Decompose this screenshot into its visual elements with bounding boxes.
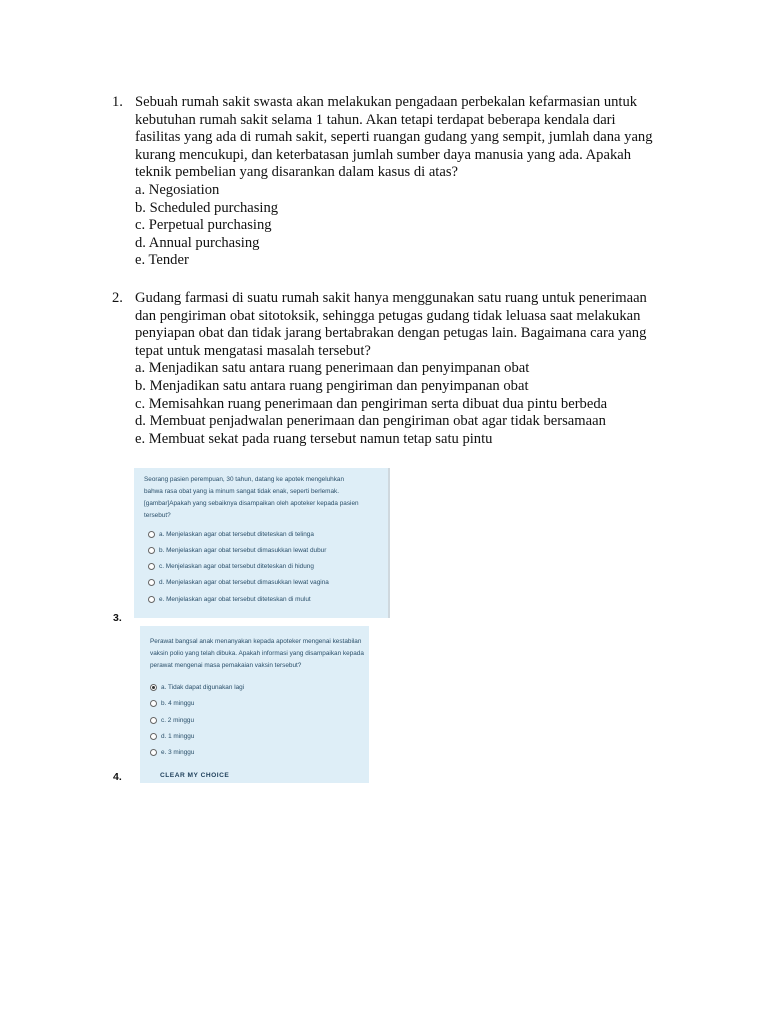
question-4-screenshot — [140, 626, 369, 783]
answer-option[interactable] — [148, 546, 326, 555]
clear-choice-button[interactable]: CLEAR MY CHOICE — [160, 772, 230, 779]
answer-option: d. Membuat penjadwalan penerimaan dan pengiriman obat agar tidak bersamaan — [135, 413, 606, 430]
question-stem-line: kurang mencukupi, dan keterbatasan jumlah sumber daya manusia yang ada. Apakah — [135, 146, 632, 163]
answer-option-label: c. Menjelaskan agar obat tersebut diteteskan di hidung — [159, 563, 314, 570]
radio-button[interactable] — [148, 547, 155, 554]
answer-option-label: e. Menjelaskan agar obat tersebut diteteskan di mulut — [159, 596, 311, 603]
answer-option[interactable] — [150, 683, 244, 692]
question-stem-line: Sebuah rumah sakit swasta akan melakukan pengadaan perbekalan kefarmasian untuk — [135, 94, 638, 110]
question-stem-line: teknik pembelian yang disarankan dalam kasus di atas? — [135, 164, 458, 181]
question-stem — [144, 474, 359, 522]
question-stem-line: Seorang pasien perempuan, 30 tahun, datang ke apotek mengeluhkan — [144, 476, 345, 483]
answer-option: c. Memisahkan ruang penerimaan dan pengiriman serta dibuat dua pintu berbeda — [135, 395, 608, 412]
question-number: 1. — [112, 94, 123, 110]
radio-button-selected[interactable] — [150, 684, 157, 691]
question-number: 3. — [113, 612, 122, 624]
radio-button[interactable] — [150, 733, 157, 740]
radio-button[interactable] — [148, 596, 155, 603]
question-number: 4. — [113, 771, 122, 783]
answer-option[interactable] — [148, 578, 329, 587]
answer-option[interactable] — [150, 699, 194, 708]
answer-option-label: d. 1 minggu — [161, 733, 195, 740]
answer-option[interactable] — [148, 530, 314, 539]
answer-option[interactable] — [150, 716, 194, 725]
answer-option-label: e. 3 minggu — [161, 749, 195, 756]
question-stem-line: Gudang farmasi di suatu rumah sakit hanya menggunakan satu ruang untuk penerimaan — [135, 290, 647, 306]
answer-option: d. Annual purchasing — [135, 234, 260, 251]
answer-option[interactable] — [150, 748, 194, 757]
answer-option-label: d. Menjelaskan agar obat tersebut dimasukkan lewat vagina — [159, 579, 329, 586]
radio-button[interactable] — [148, 563, 155, 570]
answer-option: b. Scheduled purchasing — [135, 199, 279, 216]
answer-option: e. Membuat sekat pada ruang tersebut namun tetap satu pintu — [135, 430, 493, 447]
answer-option: b. Menjadikan satu antara ruang pengiriman dan penyimpanan obat — [135, 377, 529, 394]
question-1 — [112, 94, 692, 270]
question-stem-line: Perawat bangsal anak menanyakan kepada apoteker mengenai kestabilan — [150, 638, 362, 645]
answer-option-label: b. Menjelaskan agar obat tersebut dimasukkan lewat dubur — [159, 547, 327, 554]
question-stem-line: kebutuhan rumah sakit selama 1 tahun. Akan tetapi terdapat beberapa kendala dari — [135, 111, 616, 128]
question-2 — [112, 290, 692, 448]
radio-button[interactable] — [148, 579, 155, 586]
question-stem-line: bahwa rasa obat yang ia minum sangat tidak enak, seperti berlemak. — [144, 488, 340, 495]
radio-button[interactable] — [150, 700, 157, 707]
answer-option: a. Negosiation — [135, 181, 220, 198]
question-stem-line: dan pengiriman obat sitotoksik, sehingga petugas gudang tidak leluasa saat melakukan — [135, 307, 641, 324]
question-stem-line: tersebut? — [144, 512, 171, 519]
answer-option: a. Menjadikan satu antara ruang penerimaan dan penyimpanan obat — [135, 360, 530, 377]
question-stem-line: vaksin polio yang telah dibuka. Apakah informasi yang disampaikan kepada — [150, 650, 364, 657]
radio-button[interactable] — [150, 749, 157, 756]
question-stem-line: [gambar]Apakah yang sebaiknya disampaikan oleh apoteker kepada pasien — [144, 500, 359, 507]
question-stem-line: tepat untuk mengatasi masalah tersebut? — [135, 342, 371, 359]
question-stem-line: perawat mengenai masa pemakaian vaksin tersebut? — [150, 662, 302, 669]
answer-option[interactable] — [148, 562, 314, 571]
question-number: 2. — [112, 290, 123, 306]
answer-option-label: b. 4 minggu — [161, 700, 195, 707]
question-stem — [150, 636, 364, 672]
answer-option-label: a. Menjelaskan agar obat tersebut diteteskan di telinga — [159, 531, 314, 538]
question-3-screenshot — [134, 468, 390, 618]
radio-button[interactable] — [148, 531, 155, 538]
answer-option: c. Perpetual purchasing — [135, 217, 272, 234]
question-stem-line: fasilitas yang ada di rumah sakit, seperti ruangan gudang yang sempit, jumlah dana yang — [135, 129, 653, 146]
answer-option[interactable] — [148, 595, 311, 604]
answer-option-label: c. 2 minggu — [161, 717, 195, 724]
answer-option-label: a. Tidak dapat digunakan lagi — [161, 684, 245, 691]
answer-option[interactable] — [150, 732, 194, 741]
radio-button[interactable] — [150, 717, 157, 724]
answer-option: e. Tender — [135, 252, 189, 269]
question-stem-line: penyiapan obat dan tidak jarang bertabrakan dengan petugas lain. Bagaimana cara yang — [135, 325, 647, 342]
